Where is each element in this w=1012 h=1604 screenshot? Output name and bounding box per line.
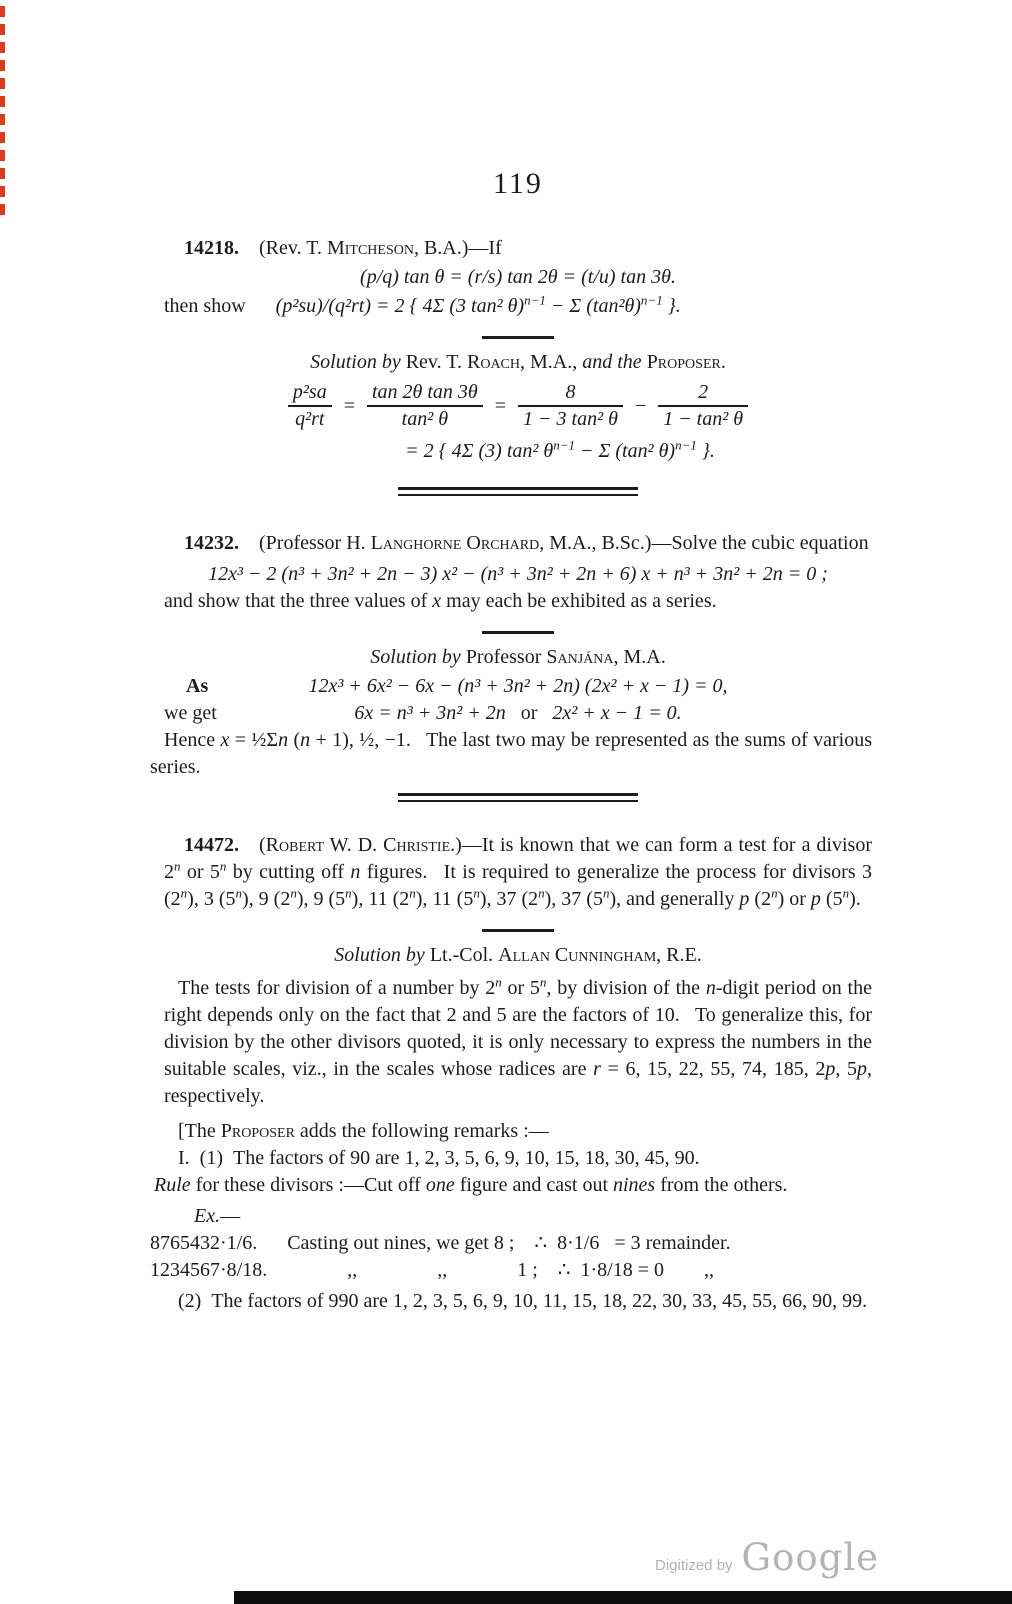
text-segment: , M.A., B.Sc.)—Solve the cubic equation xyxy=(539,532,869,554)
text-segment: n xyxy=(538,885,545,901)
text-segment: Rule xyxy=(154,1174,191,1196)
fraction-1-denominator: q²rt xyxy=(295,408,325,430)
text-segment: n−1 xyxy=(553,437,575,453)
text-segment: n xyxy=(278,729,289,751)
text-segment: − Σ (tan² θ) xyxy=(575,440,676,462)
text-segment: ), 37 (2 xyxy=(479,888,539,910)
text-segment: Solution by xyxy=(334,944,430,966)
text-segment: n xyxy=(345,885,352,901)
fraction-2-numerator: tan 2θ tan 3θ xyxy=(367,380,483,407)
text-segment: . xyxy=(720,351,726,373)
text-segment: ), 9 (2 xyxy=(242,888,291,910)
text-segment: Solution by xyxy=(310,351,406,373)
text-segment: n xyxy=(602,885,610,901)
fraction-1-numerator: p²sa xyxy=(288,380,332,407)
text-segment: (Professor H. xyxy=(239,532,371,554)
problem-14218-heading xyxy=(164,235,872,262)
section-divider-short xyxy=(482,929,554,932)
text-segment: x xyxy=(432,590,442,612)
problem-14218-equation-1 xyxy=(164,264,872,291)
text-segment: Proposer xyxy=(646,351,721,373)
text-segment: figures. It is required to generalize the process for divisors 3 (2 xyxy=(164,861,872,910)
text-segment: − Σ (tan²θ) xyxy=(545,295,641,317)
scan-bottom-bar xyxy=(234,1591,1012,1604)
problem-14218-section xyxy=(164,235,872,465)
text-segment: n−1 xyxy=(675,437,697,453)
text-segment: (2) The factors of 990 are 1, 2, 3, 5, 6, 9, 10, 11, 15, 18, 22, 30, 33, 45, 55, 66, 90, 99. xyxy=(178,1290,868,1312)
text-segment: W. D. xyxy=(324,834,384,856)
text-segment: 6x = n³ + 3n² + 2n xyxy=(354,702,506,724)
text-segment: or 5 xyxy=(501,977,540,999)
text-segment: n xyxy=(842,885,850,901)
text-segment: ) or xyxy=(777,888,811,910)
scan-edge-marks xyxy=(0,6,5,218)
text-segment: = ½Σ xyxy=(229,729,279,751)
problem-14472-heading xyxy=(164,832,872,913)
text-segment: n xyxy=(290,885,297,901)
text-segment: n−1 xyxy=(640,292,663,308)
text-segment: (p/q) tan θ = (r/s) tan 2θ = (t/u) tan 3θ. xyxy=(360,266,676,288)
text-segment: Solution by xyxy=(370,646,466,668)
watermark-digitized-by-label: Digitized by xyxy=(655,1557,733,1574)
we-get-label: we get xyxy=(164,702,217,724)
text-segment: }. xyxy=(662,295,681,317)
text-segment: 14472. xyxy=(184,834,239,856)
text-segment: Allan Cunningham xyxy=(498,944,657,966)
fraction-3-numerator: 8 xyxy=(518,380,623,407)
text-segment: p xyxy=(825,1058,836,1080)
problem-14232-heading xyxy=(164,530,872,557)
text-segment: and the xyxy=(582,351,647,373)
text-segment: 12x³ − 2 (n³ + 3n² + 2n − 3) x² − (n³ + 3n² + 2n + 6) x + n³ + 3n² + 2n = 0 ; xyxy=(208,563,828,585)
text-segment: 12x³ + 6x² − 6x − (n³ + 3n² + 2n) (2x² + x − 1) = 0, xyxy=(308,675,728,697)
text-segment: ). xyxy=(849,888,861,910)
text-segment: nines xyxy=(613,1174,656,1196)
text-segment: n−1 xyxy=(524,292,546,308)
solution-14232-hence xyxy=(150,727,872,781)
text-segment: I. (1) The factors of 90 are 1, 2, 3, 5, 6, 9, 10, 15, 18, 30, 45, 90. xyxy=(178,1147,700,1169)
fraction-4-numerator: 2 xyxy=(658,380,748,407)
fraction-2 xyxy=(367,380,483,432)
text-segment: p xyxy=(739,888,750,910)
text-segment: n xyxy=(300,729,311,751)
text-segment: Roach xyxy=(467,351,521,373)
text-segment: x xyxy=(220,729,230,751)
text-segment: 8765432·1/6. Casting out nines, we get 8 ; ∴ 8·1/6 = 3 remainder. xyxy=(150,1232,731,1254)
section-divider-double xyxy=(398,793,638,802)
text-segment: 14232. xyxy=(184,532,239,554)
text-segment: = 2 { 4Σ (3) tan² θ xyxy=(405,440,554,462)
text-segment: 14218. xyxy=(184,237,239,259)
proposer-remark-2 xyxy=(148,1288,872,1315)
text-segment: — xyxy=(220,1205,241,1227)
text-segment: Rev. T. xyxy=(405,351,467,373)
fraction-1 xyxy=(288,380,332,432)
text-segment: may each be exhibited as a series. xyxy=(441,590,717,612)
watermark xyxy=(655,1536,879,1579)
text-segment: , R.E. xyxy=(656,944,702,966)
text-segment: ), 11 (2 xyxy=(351,888,410,910)
text-segment: Robert xyxy=(265,834,325,856)
text-segment: figure and cast out xyxy=(454,1174,613,1196)
text-segment: Langhorne Orchard xyxy=(370,532,540,554)
text-segment: Lt.-Col. xyxy=(429,944,499,966)
text-segment: + 1), ½, −1. The last two may be represented as the sums of various series. xyxy=(150,729,872,778)
text-segment: or 5 xyxy=(180,861,220,883)
text-segment: n xyxy=(539,974,547,990)
example-row-1 xyxy=(150,1230,872,1257)
text-segment: Ex. xyxy=(194,1205,221,1227)
text-segment: , 5 xyxy=(835,1058,858,1080)
as-label: As xyxy=(186,675,209,697)
text-segment: , respectively. xyxy=(164,1058,873,1107)
minus-sign: − xyxy=(634,394,647,417)
text-segment: n xyxy=(771,885,778,901)
equals-sign: = xyxy=(343,394,355,417)
text-segment: n xyxy=(705,977,716,999)
text-segment: Proposer xyxy=(220,1120,295,1142)
example-label xyxy=(194,1203,872,1230)
text-segment: -digit period on the right depends only on the fact that 2 and 5 are the factors of 10. To generalize this, for division by the other divisors quoted, it is only necessary to express the numbers in the suitable scales, viz., in the scales whose radices are xyxy=(164,977,872,1080)
proposer-remark-opening xyxy=(164,1118,872,1145)
text-segment: for these divisors :—Cut off xyxy=(190,1174,426,1196)
page-content xyxy=(150,167,873,1315)
text-segment: , by division of the xyxy=(546,977,706,999)
text-segment: 2x² + x − 1 = 0. xyxy=(552,702,682,724)
text-segment: from the others. xyxy=(655,1174,788,1196)
equals-sign: = xyxy=(494,394,507,417)
text-segment: ), 37 (5 xyxy=(544,888,603,910)
as-equation xyxy=(309,675,728,697)
text-segment: The tests for division of a number by 2 xyxy=(178,977,496,999)
text-segment: and show that the three values of xyxy=(164,590,433,612)
text-segment: (p²su)/(q²rt) = 2 { 4Σ (3 tan² θ) xyxy=(275,295,525,317)
text-segment: by cutting off xyxy=(226,861,351,883)
solution-14218-equation-line-2 xyxy=(164,438,872,465)
text-segment: one xyxy=(425,1174,455,1196)
fraction-3 xyxy=(518,380,623,432)
fraction-4-denominator: 1 − tan² θ xyxy=(663,408,744,430)
text-segment: ), 9 (5 xyxy=(296,888,346,910)
proposer-rule-line xyxy=(150,1172,872,1199)
page-number: 119 xyxy=(493,167,543,200)
google-logo-text: Google xyxy=(741,1536,880,1579)
fraction-4 xyxy=(658,380,748,432)
text-segment: Sanjána xyxy=(546,646,614,668)
text-segment: n xyxy=(219,858,227,874)
text-segment: n xyxy=(180,885,188,901)
text-segment: n xyxy=(473,885,480,901)
problem-14218-equation-2 xyxy=(164,293,872,320)
problem-14472-section xyxy=(150,832,873,1315)
example-row-2 xyxy=(150,1257,872,1284)
we-get-equation xyxy=(354,702,681,724)
section-divider-double xyxy=(398,487,638,496)
section-divider-short xyxy=(482,336,554,339)
solution-14472-paragraph xyxy=(164,975,872,1110)
text-segment: p xyxy=(857,1058,868,1080)
problem-14232-tail xyxy=(164,588,872,615)
text-segment: }. xyxy=(696,440,715,462)
text-segment: ), and generally xyxy=(609,888,740,910)
text-segment: n xyxy=(409,885,416,901)
text-segment: .)—It is known that we can form a test for a divisor 2 xyxy=(164,834,872,883)
fraction-2-denominator: tan² θ xyxy=(401,408,449,430)
solution-14232-line-as xyxy=(164,673,872,700)
section-divider-short xyxy=(482,631,554,634)
text-segment: ), 3 (5 xyxy=(187,888,236,910)
text-segment: n xyxy=(235,885,242,901)
text-segment: , B.A.)—If xyxy=(413,237,502,259)
text-segment: 1234567·8/18. ,, ,, 1 ; ∴ 1·8/18 = 0 ,, xyxy=(150,1259,714,1281)
solution-14232-line-weget xyxy=(164,700,872,727)
text-segment: or xyxy=(505,702,553,724)
text-segment: (2 xyxy=(749,888,772,910)
text-segment: , M.A. xyxy=(613,646,666,668)
text-segment: (5 xyxy=(820,888,843,910)
text-segment: [The xyxy=(178,1120,221,1142)
text-segment: Christie xyxy=(383,834,451,856)
text-segment: Professor xyxy=(465,646,547,668)
text-segment: p xyxy=(810,888,821,910)
solution-14218-byline xyxy=(164,349,872,376)
text-segment: , M.A., xyxy=(520,351,583,373)
text-segment: n xyxy=(350,861,361,883)
problem-14232-equation xyxy=(164,561,872,588)
proposer-remark-1 xyxy=(164,1145,872,1172)
text-segment: then show xyxy=(164,295,276,317)
text-segment: n xyxy=(495,974,502,990)
text-segment: ( xyxy=(239,834,266,856)
solution-14232-byline xyxy=(164,644,872,671)
text-segment: = 6, 15, 22, 55, 74, 185, 2 xyxy=(600,1058,826,1080)
text-segment: n xyxy=(174,858,181,874)
text-segment: adds the following remarks :— xyxy=(294,1120,549,1142)
text-segment: ), 11 (5 xyxy=(415,888,474,910)
solution-14218-fraction-equation xyxy=(164,380,872,432)
text-segment: r xyxy=(593,1058,601,1080)
text-segment: (Rev. T. xyxy=(239,237,327,259)
text-segment: Hence xyxy=(164,729,221,751)
fraction-3-denominator: 1 − 3 tan² θ xyxy=(523,408,618,430)
problem-14232-section xyxy=(150,530,872,781)
solution-14472-byline xyxy=(164,942,872,969)
text-segment: ( xyxy=(288,729,301,751)
text-segment: Mitcheson xyxy=(326,237,414,259)
